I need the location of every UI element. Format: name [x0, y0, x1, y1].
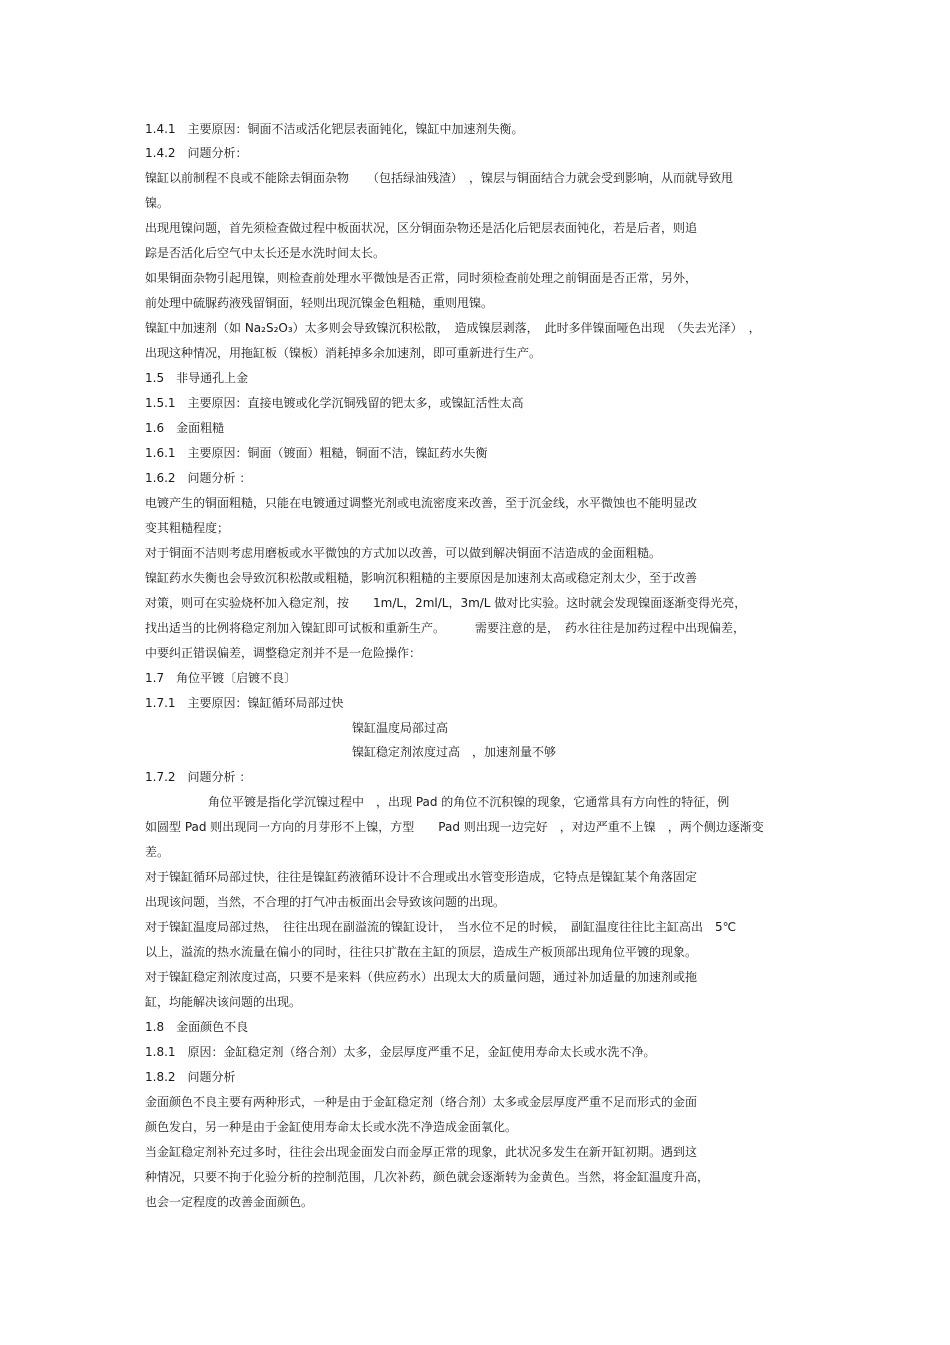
- text-line: 1.7.1 主要原因：镍缸循环局部过快: [145, 696, 344, 710]
- text-line: 对于镍缸温度局部过热， 往往出现在副溢流的镍缸设计， 当水位不足的时候， 副缸温度往往比主缸高出 5℃: [145, 920, 737, 934]
- text-line: 对于镍缸循环局部过快，往往是镍缸药液循环设计不合理或出水管变形造成，它特点是镍缸某个角落固定: [145, 870, 698, 884]
- text-line: 对策，则可在实验烧杯加入稳定剂，按 1m/L，2ml/L，3m/L 做对比实验。这时就会发现镍面逐渐变得光亮，: [145, 596, 747, 610]
- text-line: 出现该问题，当然，不合理的打气冲击板面出会导致该问题的出现。: [145, 895, 506, 909]
- section-heading: 1.6 金面粗糙: [145, 421, 225, 435]
- text-line: 1.8.2 问题分析: [145, 1070, 236, 1084]
- text-line: 金面颜色不良主要有两种形式，一种是由于金缸稳定剂（络合剂）太多或金层厚度严重不足而形式的金面: [145, 1095, 698, 1109]
- text-line: 镍缸稳定剂浓度过高 ，加速剂量不够: [352, 745, 557, 759]
- text-line: 1.6.1 主要原因：铜面（镀面）粗糙，铜面不洁，镍缸药水失衡: [145, 446, 488, 460]
- text-line: 1.4.1 主要原因：铜面不洁或活化钯层表面钝化，镍缸中加速剂失衡。: [145, 122, 524, 136]
- text-line: 角位平镀是指化学沉镍过程中 ，出现 Pad 的角位不沉积镍的现象，它通常具有方向性的特征，例: [208, 795, 730, 809]
- text-line: 对于镍缸稳定剂浓度过高，只要不是来料（供应药水）出现太大的质量问题，通过补加适量的加速剂或拖: [145, 970, 698, 984]
- text-line: 也会一定程度的改善金面颜色。: [145, 1195, 314, 1209]
- text-line: 1.8.1 原因：金缸稳定剂（络合剂）太多，金层厚度严重不足，金缸使用寿命太长或水洗不净。: [145, 1045, 656, 1059]
- section-heading: 1.8 金面颜色不良: [145, 1020, 249, 1034]
- text-line: 前处理中硫脲药液残留铜面，轻则出现沉镍金色粗糙，重则甩镍。: [145, 296, 494, 310]
- text-line: 1.6.2 问题分析 ：: [145, 471, 252, 485]
- text-line: 颜色发白，另一种是由于金缸使用寿命太长或水洗不净造成金面氧化。: [145, 1120, 518, 1134]
- section-heading: 1.5 非导通孔上金: [145, 371, 249, 385]
- text-line: 踪是否活化后空气中太长还是水洗时间太长。: [145, 246, 386, 260]
- text-line: 缸，均能解决该问题的出现。: [145, 995, 302, 1009]
- text-line: 镍缸以前制程不良或不能除去铜面杂物 （包括绿油残渣） ，镍层与铜面结合力就会受到影响，从而就导致甩: [145, 171, 734, 185]
- text-line: 出现甩镍问题，首先须检查做过程中板面状况，区分铜面杂物还是活化后钯层表面钝化，若是后者，则追: [145, 221, 698, 235]
- text-line: 镍缸药水失衡也会导致沉积松散或粗糙，影响沉积粗糙的主要原因是加速剂太高或稳定剂太少，至于改善: [145, 571, 698, 585]
- text-line: 1.4.2 问题分析：: [145, 146, 248, 160]
- section-heading: 1.7 角位平镀〔启镀不良〕: [145, 671, 297, 685]
- text-line: 镍缸中加速剂（如 Na₂S₂O₃）太多则会导致镍沉积松散， 造成镍层剥落， 此时多伴镍面哑色出现 （失去光泽） ，: [145, 321, 761, 335]
- text-line: 种情况，只要不拘于化验分析的控制范围，几次补药，颜色就会逐渐转为金黄色。当然，将金缸温度升高，: [145, 1170, 710, 1184]
- text-line: 差。: [145, 845, 170, 859]
- text-line: 中要纠正错误偏差，调整稳定剂并不是一危险操作：: [145, 646, 422, 660]
- text-line: 如果铜面杂物引起甩镍，则检查前处理水平微蚀是否正常，同时须检查前处理之前铜面是否正常，另外，: [145, 271, 698, 285]
- text-line: 1.7.2 问题分析 ：: [145, 770, 252, 784]
- text-line: 镍缸温度局部过高: [352, 721, 449, 735]
- text-line: 找出适当的比例将稳定剂加入镍缸即可试板和重新生产。 需要注意的是， 药水往往是加药过程中出现偏差，: [145, 621, 746, 635]
- text-line: 如圆型 Pad 则出现同一方向的月芽形不上镍，方型 Pad 则出现一边完好 ，对边严重不上镍 ，两个侧边逐渐变: [145, 820, 764, 834]
- text-line: 出现这种情况，用拖缸板（镍板）消耗掉多余加速剂，即可重新进行生产。: [145, 346, 542, 360]
- text-line: 电镀产生的铜面粗糙，只能在电镀通过调整光剂或电流密度来改善，至于沉金线，水平微蚀也不能明显改: [145, 496, 698, 510]
- text-line: 镍。: [145, 196, 170, 210]
- text-line: 1.5.1 主要原因：直接电镀或化学沉铜残留的钯太多，或镍缸活性太高: [145, 396, 524, 410]
- text-line: 当金缸稳定剂补充过多时，往往会出现金面发白而金厚正常的现象，此状况多发生在新开缸初期。遇到这: [145, 1145, 698, 1159]
- text-line: 对于铜面不洁则考虑用磨板或水平微蚀的方式加以改善，可以做到解决铜面不洁造成的金面粗糙。: [145, 546, 662, 560]
- text-line: 以上，溢流的热水流量在偏小的同时，往往只扩散在主缸的顶层，造成生产板顶部出现角位平镀的现象。: [145, 945, 698, 959]
- text-line: 变其粗糙程度；: [145, 521, 230, 535]
